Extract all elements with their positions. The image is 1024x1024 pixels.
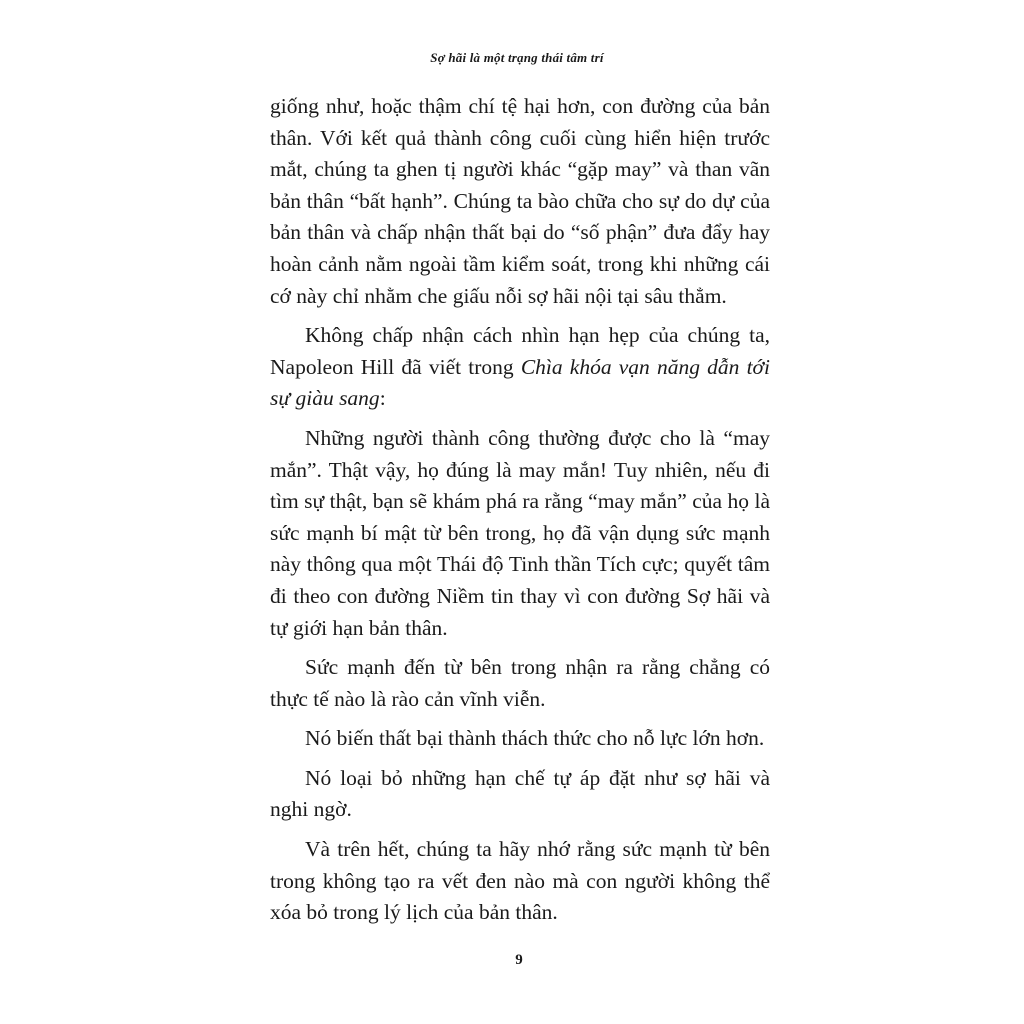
body-text [270,91,770,937]
quote-paragraph-5: Và trên hết, chúng ta hãy nhớ rằng sức mạnh từ bên trong không tạo ra vết đen nào mà con người không thể xóa bỏ trong lý lịch của bản thân. [270,837,770,925]
quote-paragraph-2: Sức mạnh đến từ bên trong nhận ra rằng chẳng có thực tế nào là rào cản vĩnh viễn. [270,655,770,711]
quote-paragraph-1: Những người thành công thường được cho là “may mắn”. Thật vậy, họ đúng là may mắn! Tuy nhiên, nếu đi tìm sự thật, bạn sẽ khám phá ra rằng “may mắn” của họ là sức mạnh bí mật từ bên trong, họ đã vận dụng sức mạnh này thông qua một Thái độ Tinh thần Tích cực; quyết tâm đi theo con đường Niềm tin thay vì con đường Sợ hãi và tự giới hạn bản thân. [270,425,770,640]
paragraph-continued: giống như, hoặc thậm chí tệ hại hơn, con đường của bản thân. Với kết quả thành công cuối cùng hiển hiện trước mắt, chúng ta ghen tị người khác “gặp may” và than vãn bản thân “bất hạnh”. Chúng ta bào chữa cho sự do dự của bản thân và chấp nhận thất bại do “số phận” đưa đẩy hay hoàn cảnh nằm ngoài tầm kiểm soát, trong khi những cái cớ này chỉ nhằm che giấu nỗi sợ hãi nội tại sâu thẳm. [270,94,770,308]
page-number: 9 [515,952,523,968]
quote-paragraph-3: Nó biến thất bại thành thách thức cho nỗ lực lớn hơn. [305,726,765,751]
book-title: Chìa khóa vạn năng dẫn tới sự giàu sang [270,354,770,411]
paragraph-napoleon-hill [270,320,770,415]
running-header: Sợ hãi là một trạng thái tâm trí [430,50,604,65]
paragraph-intro-text: Không chấp nhận cách nhìn hạn hẹp của chúng ta, Napoleon Hill đã viết trong [270,323,770,379]
paragraph-end-punctuation: : [379,386,386,411]
quote-paragraph-4: Nó loại bỏ những hạn chế tự áp đặt như sợ hãi và nghi ngờ. [270,765,770,822]
